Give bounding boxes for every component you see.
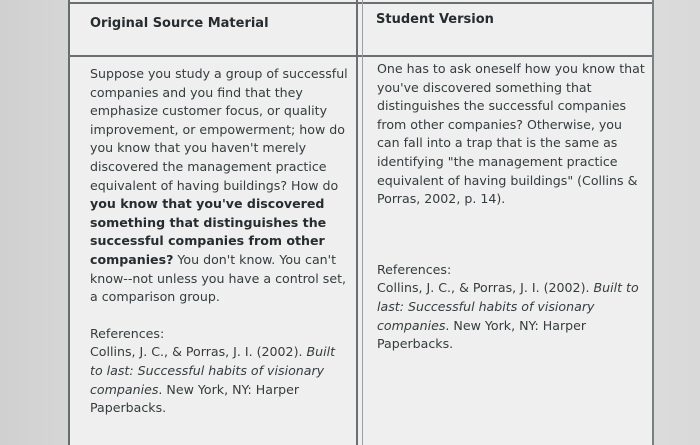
student-ref-label: References: [377, 261, 452, 277]
column-divider [356, 0, 358, 445]
student-paragraph: One has to ask oneself how you know that you've discovered something that distinguishes the successful companies from other companies? Otherwise, you can fall into a trap that is the same as identifying "the management practice equivalent of having buildings" (Collins & Porras, 2002, p. 14). [377, 61, 645, 207]
header-student: Student Version [376, 12, 494, 27]
header-original: Original Source Material [90, 16, 269, 31]
original-cell [90, 65, 350, 418]
column-divider-inner [362, 0, 363, 445]
original-bold-phrase: you know that you've discovered something that distinguishes the successful companies from other companies? [90, 196, 327, 267]
table-top-border [68, 2, 652, 4]
original-paragraph: Suppose you study a group of successful companies and you find that they emphasize customer focus, or quality improvement, or empowerment; how do you know that you haven't merely discovered the management practice equivalent of having buildings? How do you know that you've discovered something that distinguishes the successful companies from other companies? You don't know. You can't know--not unless you have a control set, a comparison group. [90, 66, 348, 305]
original-ref-citation: Collins, J. C., & Porras, J. I. (2002). Built to last: Successful habits of visionary companies. New York, NY: Harper Paperbacks. [90, 344, 336, 416]
original-ref-label: References: [90, 325, 165, 341]
student-cell [377, 60, 645, 354]
student-ref-citation: Collins, J. C., & Porras, J. I. (2002). Built to last: Successful habits of visionary companies. New York, NY: Harper Paperbacks. [377, 280, 639, 352]
header-divider [68, 55, 652, 57]
